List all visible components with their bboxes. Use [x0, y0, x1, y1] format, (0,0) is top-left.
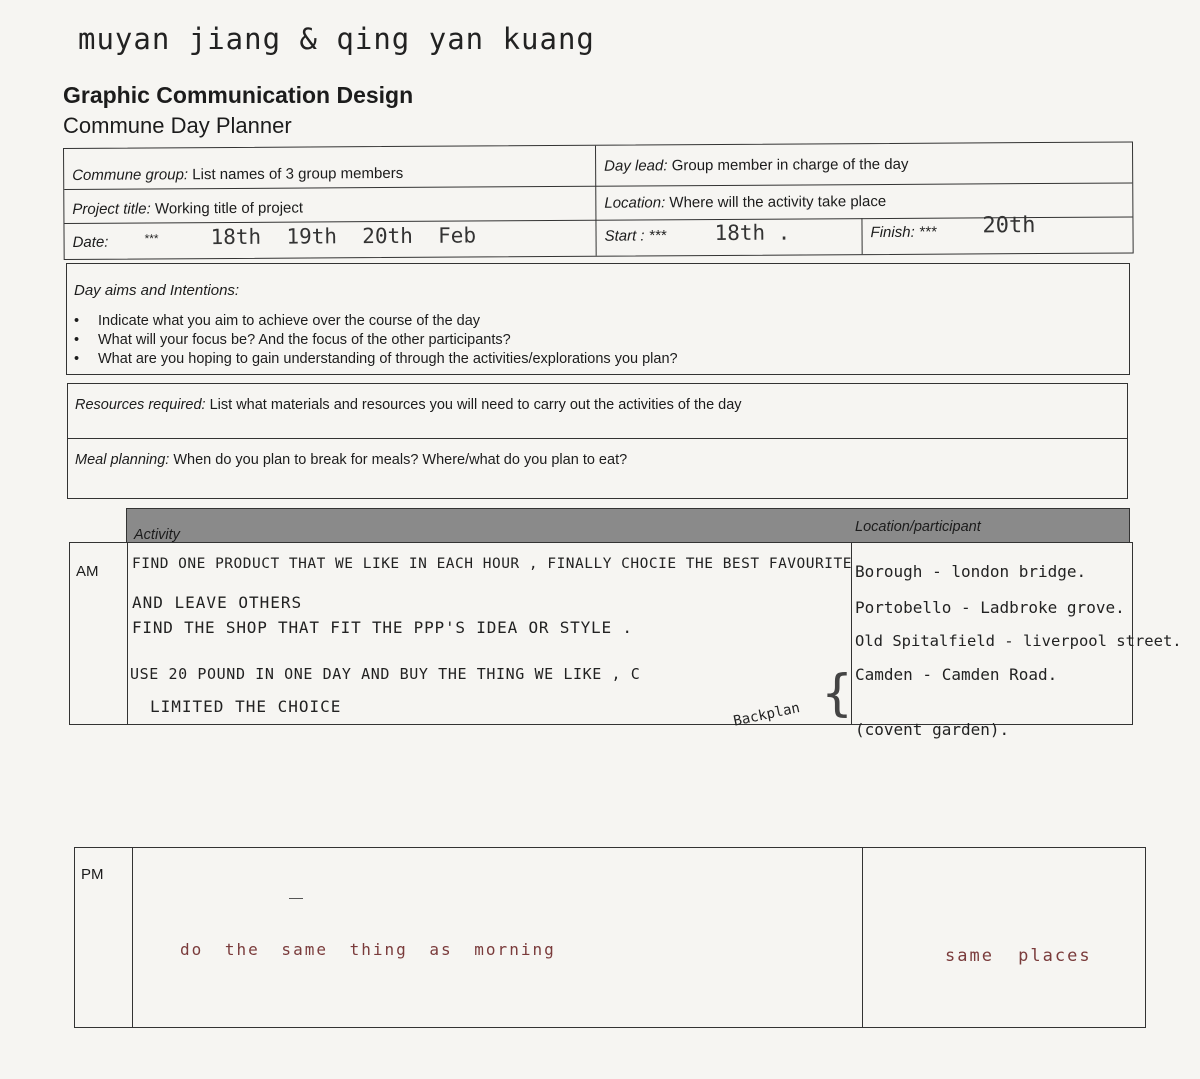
- am-location-line: Borough - london bridge.: [855, 562, 1087, 581]
- commune-group-label: Commune group:: [72, 166, 189, 184]
- am-label: AM: [76, 563, 99, 580]
- am-activity-line: USE 20 POUND IN ONE DAY AND BUY THE THING WE LIKE , C: [130, 665, 641, 683]
- resources-meals-box: [67, 383, 1128, 499]
- resources-hint: List what materials and resources you will need to carry out the activities of the day: [209, 397, 742, 413]
- meals-hint: When do you plan to break for meals? Where/what do you plan to eat?: [173, 452, 628, 468]
- location-label: Location:: [604, 194, 666, 212]
- page-title: Graphic Communication Design: [63, 82, 414, 108]
- finish-field[interactable]: [870, 213, 1130, 242]
- project-title-field[interactable]: [72, 200, 303, 218]
- aims-item: • What are you hoping to gain understanding of through the activities/explorations you plan?: [74, 350, 678, 369]
- activity-header: Activity: [134, 527, 180, 543]
- aims-list: [74, 312, 678, 369]
- date-field[interactable]: [72, 223, 593, 251]
- am-activity-line: FIND THE SHOP THAT FIT THE PPP'S IDEA OR STYLE .: [132, 618, 633, 637]
- day-lead-label: Day lead:: [604, 157, 668, 175]
- start-value: 18th .: [714, 220, 791, 246]
- meals-field[interactable]: [75, 452, 627, 468]
- day-lead-field[interactable]: [604, 156, 908, 175]
- schedule-header: [126, 508, 1130, 543]
- location-field[interactable]: [604, 193, 886, 212]
- am-location-line: Portobello - Ladbroke grove.: [855, 598, 1125, 617]
- am-activity-line: LIMITED THE CHOICE: [150, 697, 342, 716]
- start-field[interactable]: [604, 220, 854, 246]
- am-location-line: Old Spitalfield - liverpool street.: [855, 632, 1182, 650]
- meals-label: Meal planning:: [75, 452, 170, 468]
- project-title-hint: Working title of project: [154, 199, 304, 218]
- pm-activity: do the same thing as morning: [180, 940, 556, 959]
- am-location-line: Camden - Camden Road.: [855, 665, 1058, 684]
- commune-group-field[interactable]: [72, 165, 403, 184]
- location-header: Location/participant: [855, 519, 981, 535]
- pm-row: [74, 847, 1146, 1028]
- day-lead-hint: Group member in charge of the day: [671, 155, 909, 175]
- am-activity-line: AND LEAVE OTHERS: [132, 593, 303, 612]
- pm-location: same places: [945, 946, 1092, 966]
- commune-group-hint: List names of 3 group members: [192, 164, 404, 184]
- am-location-line: (covent garden).: [855, 720, 1010, 739]
- aims-box: [66, 263, 1130, 375]
- date-label: Date:: [72, 233, 109, 251]
- info-table: [63, 141, 1134, 260]
- finish-value: 20th: [982, 213, 1036, 239]
- resources-label: Resources required:: [75, 397, 206, 413]
- pm-label: PM: [81, 866, 104, 883]
- location-hint: Where will the activity take place: [669, 192, 887, 212]
- author-names: muyan jiang & qing yan kuang: [78, 22, 595, 56]
- aims-item: • Indicate what you aim to achieve over the course of the day: [74, 312, 678, 331]
- aims-heading: Day aims and Intentions:: [74, 282, 240, 299]
- start-label: Start : ***: [604, 227, 667, 245]
- date-value: 18th 19th 20th Feb: [210, 223, 477, 250]
- am-activity-line: FIND ONE PRODUCT THAT WE LIKE IN EACH HOUR , FINALLY CHOCIE THE BEST FAVOURITE: [132, 556, 852, 572]
- resources-field[interactable]: [75, 397, 742, 413]
- backplan-note: Backplan: [732, 699, 802, 730]
- backplan-brace: {: [822, 664, 853, 722]
- aims-item: • What will your focus be? And the focus of the other participants?: [74, 331, 678, 350]
- project-title-label: Project title:: [72, 200, 151, 218]
- page-subtitle: Commune Day Planner: [63, 113, 292, 138]
- date-stars: ***: [144, 231, 159, 246]
- finish-label: Finish: ***: [870, 223, 937, 242]
